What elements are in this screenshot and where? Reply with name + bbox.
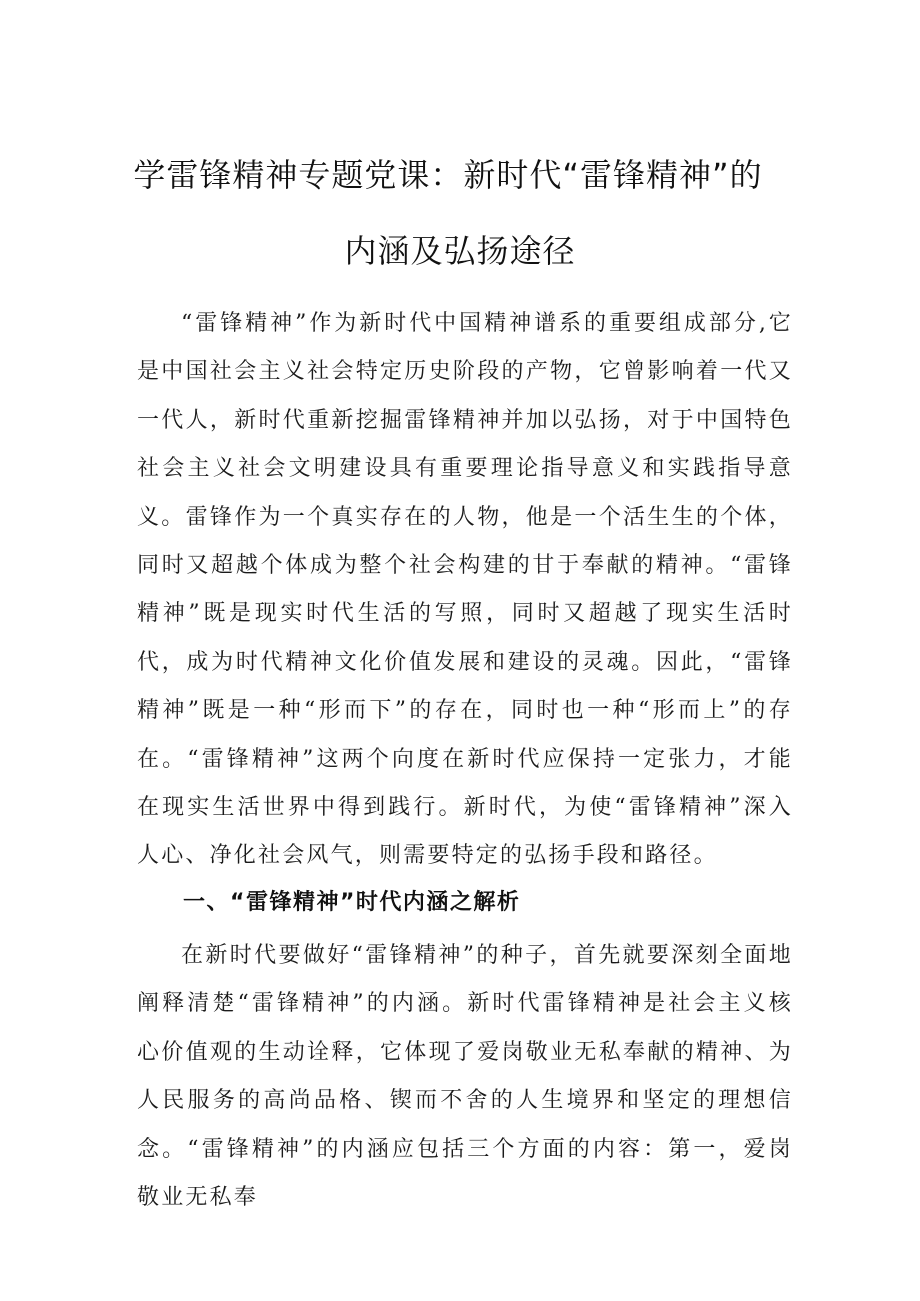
document-title-line2: 内涵及弘扬途径: [344, 232, 576, 270]
document-title-line1: 学雷锋精神专题党课：新时代“雷锋精神”的: [133, 156, 763, 194]
section-heading: 一、“雷锋精神”时代内涵之解析: [183, 890, 521, 915]
section-paragraph: 在新时代要做好“雷锋精神”的种子，首先就要深刻全面地阐释清楚“雷锋精神”的内涵。新时代雷锋精神是社会主义核心价值观的生动诠释，它体现了爱岗敬业无私奉献的精神、为人民服务的高尚品格、锲而不舍的人生境界和坚定的理想信念。“雷锋精神”的内涵应包括三个方面的内容：第一，爱岗敬业无私奉: [137, 943, 793, 1211]
intro-paragraph: “雷锋精神”作为新时代中国精神谱系的重要组成部分,它是中国社会主义社会特定历史阶段的产物，它曾影响着一代又一代人，新时代重新挖掘雷锋精神并加以弘扬，对于中国特色社会主义社会文明建设具有重要理论指导意义和实践指导意义。雷锋作为一个真实存在的人物，他是一个活生生的个体，同时又超越个体成为整个社会构建的甘于奉献的精神。“雷锋精神”既是现实时代生活的写照，同时又超越了现实生活时代，成为时代精神文化价值发展和建设的灵魂。因此，“雷锋精神”既是一种“形而下”的存在，同时也一种“形而上”的存在。“雷锋精神”这两个向度在新时代应保持一定张力，才能在现实生活世界中得到践行。新时代，为使“雷锋精神”深入人心、净化社会风气，则需要特定的弘扬手段和路径。: [137, 311, 793, 869]
